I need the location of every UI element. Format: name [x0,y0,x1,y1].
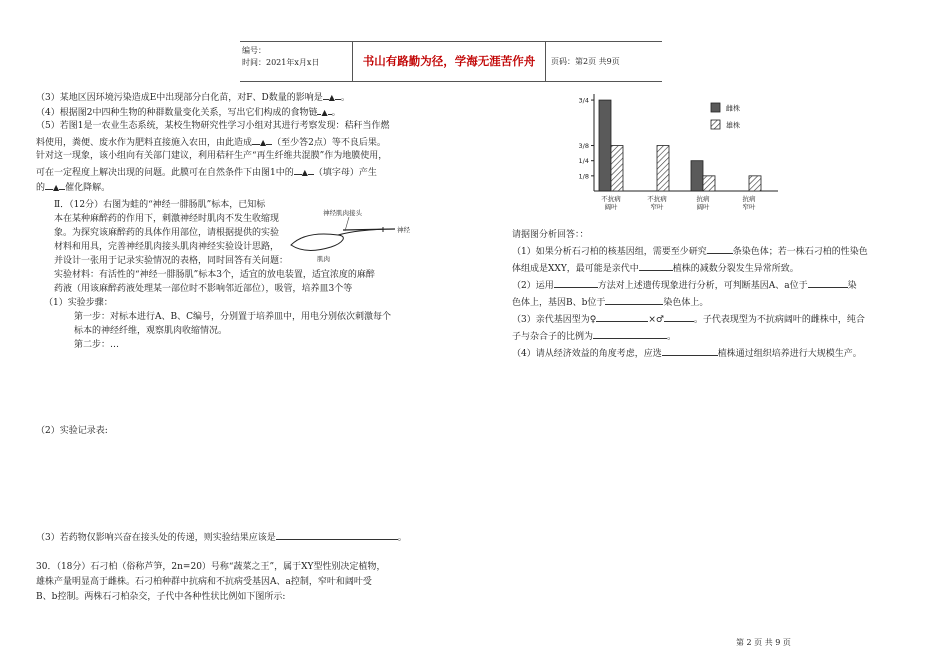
a1-text-1a: （1）如果分析石刁柏的核基因组，需要至少研究 [512,247,707,257]
a2-text-2a: 色体上，基因B、b位于 [512,298,606,308]
triangle-marker: ▲ [301,168,308,177]
nerve-muscle-figure [283,205,418,265]
answer-blank[interactable] [252,135,260,145]
legend-label: 雌株 [726,104,740,113]
legend-swatch [711,103,720,112]
q5-text-2b: （至少答2点）等不良后果。 [272,138,386,148]
part-II-line-1: Ⅱ．（12分）右图为蛙的“神经一腓肠肌”标本，已知标 [54,200,266,210]
x-tick-label: 窄叶 [650,203,664,211]
q5-text-4: 可在一定程度上解决出现的问题。此膜可在自然条件下由图1中的 [36,168,294,178]
answer-blank[interactable] [593,329,667,339]
q3b-line [36,530,407,546]
a2-text-2b: 染色体上。 [663,298,709,308]
footer-page: 第 2 页 共 9 页 [736,638,791,647]
time-label: 时间：2021年x月x日 [242,58,320,67]
bar-female [691,161,703,191]
triangle-marker: ▲ [260,138,267,147]
a3-text-2a: 子与杂合子的比例为 [512,332,594,342]
answer-blank[interactable] [639,261,673,271]
part-II-line-7: 药液（用该麻醉药液处理某一部位时不影响邻近部位），吸管，培养皿3个等 [54,284,353,294]
legend-swatch [711,120,720,129]
part-II-line-6: 实验材料：有活性的“神经一腓肠肌”标本3个，适宜的放电装置，适宜浓度的麻醉 [54,270,375,280]
q5-text-4b: （填字母）产生 [313,168,377,178]
answer-blank[interactable] [808,278,848,288]
a3-line-2 [512,329,676,345]
q5-text-5b: 催化降解。 [65,183,111,193]
right-intro: 请据图分析回答：： [512,230,589,240]
q3-line [36,90,350,106]
a2-text-1b: 方法对上述遗传现象进行分析，可判断基因A、a位于 [597,281,808,291]
chart-legend [711,103,740,130]
a4-text-a: （4）请从经济效益的角度考虑，应选 [512,349,662,359]
x-tick-label: 不抗病 [601,195,621,203]
q4-text: （4）根据图2中四种生物的种群数量变化关系，写出它们构成的食物链 [36,108,318,118]
answer-blank[interactable] [707,244,733,254]
a3-text-1b: ×♂ [648,315,664,325]
x-tick-label: 阔叶 [604,203,618,211]
x-tick-label: 不抗病 [647,195,667,203]
q5-line-5 [36,180,110,196]
step2-line: 第二步：… [74,340,120,350]
a4-text-b: 植株通过组织培养进行大规模生产。 [717,349,862,359]
nerve-line [343,229,395,230]
y-tick-label: 3/8 [578,142,589,151]
chart-bars [599,100,761,191]
q5-line-1: （5）若图1是一农业生态系统，某校生物研究性学习小组对其进行考察发现：秸秆当作燃 [36,121,390,131]
q4-end: 。 [331,108,341,118]
a1-text-1b: 条染色体；若一株石刁柏的性染色 [732,247,868,257]
q30-line-3: B、b控制。两株石刁柏杂交，子代中各种性状比例如下图所示: [36,592,286,602]
q30-line-1: 30．（18分）石刁柏（俗称芦笋，2n=20）号称“蔬菜之王”，属于XY型性别决定植物， [36,562,386,572]
label-nerve: 神经 [397,226,410,234]
bar-male [749,176,761,191]
part-II-line-2: 本在某种麻醉药的作用下，刺激神经时肌肉不发生收缩现 [54,214,280,224]
header-page-label: 页码：第2页 共9页 [551,57,620,66]
step1-line-1: 第一步：对标本进行A、B、C编号，分别置于培养皿中，用电分别依次刺激每个 [74,312,392,322]
q5-line-3: 针对这一现象，该小组向有关部门建议，利用秸秆生产“再生纤维共混膜”作为地膜使用， [36,151,388,161]
a2-line-1 [512,278,857,294]
trait-ratio-chart [568,88,808,220]
record-table-title: （2）实验记录表: [36,426,108,436]
part-II-line-5: 并设计一张用于记录实验情况的表格，同时回答有关问题： [54,256,289,266]
x-tick-label: 抗病 [742,195,756,203]
x-tick-label: 抗病 [696,195,710,203]
a1-text-2a: 体组成是XXY，最可能是亲代中 [512,264,639,274]
label-junction: 神经肌肉接头 [323,209,362,217]
q5-text-5: 的 [36,183,46,193]
chart-x-ticks [601,194,756,211]
a3-line-1 [512,312,865,328]
part-II-line-3: 象。为探究该麻醉药的具体作用部位，请根据提供的实验 [54,228,280,238]
a2-text-1c: 染 [847,281,857,291]
q5-line-2 [36,135,386,151]
q3-end: 。 [340,93,350,103]
junction-pointer [345,217,349,231]
a1-line-1 [512,244,868,260]
y-tick-label: 1/4 [578,157,589,166]
q3b-end: 。 [397,533,407,543]
x-tick-label: 窄叶 [742,203,756,211]
bar-male [657,146,669,191]
chart-y-ticks [579,97,594,181]
q4-line [36,105,341,121]
q3-text: （3）某地区因环境污染造成E中出现部分白化苗，对F、D数量的影响是 [36,93,323,103]
bar-male [703,176,715,191]
x-tick-label: 阔叶 [696,203,710,211]
label-muscle: 肌肉 [317,255,330,263]
answer-blank[interactable] [294,165,302,175]
page-header [240,41,662,82]
q3b-text: （3）若药物仅影响兴奋在接头处的传递，则实验结果应该是 [36,533,276,543]
a3-text-1c: 。子代表现型为不抗病阔叶的雌株中，纯合 [693,315,865,325]
part-II-line-4: 材料和用具，完善神经肌肉接头肌肉神经实验设计思路， [54,242,280,252]
step1-line-2: 标本的神经纤维，观察肌肉收缩情况。 [74,326,228,336]
steps-title: （1）实验步骤： [44,298,113,308]
a3-text-2b: 。 [667,332,677,342]
q30-line-2: 雄株产量明显高于雌株。石刁柏种群中抗病和不抗病受基因A、a控制，窄叶和阔叶受 [36,577,372,587]
a1-line-2 [512,261,799,277]
bar-male [611,146,623,191]
answer-blank[interactable] [276,530,398,540]
header-motto: 书山有路勤为径，学海无涯苦作舟 [353,42,546,81]
a4-line [512,346,862,362]
y-tick-label: 1/8 [578,172,589,181]
triangle-marker: ▲ [328,93,335,102]
answer-blank[interactable] [664,312,694,322]
bar-female [599,100,611,191]
q5-text-2: 料使用，粪便、废水作为肥料直接施入农田，由此造成 [36,138,253,148]
answer-blank[interactable] [605,295,663,305]
serial-label: 编号： [242,46,266,55]
q5-line-4 [36,165,377,181]
triangle-marker: ▲ [53,183,60,192]
a3-text-1a: （3）亲代基因型为♀ [512,315,597,325]
answer-blank[interactable] [596,312,648,322]
legend-label: 雄株 [726,121,740,130]
triangle-marker: ▲ [321,108,328,117]
a2-text-1a: （2）运用 [512,281,554,291]
y-tick-label: 3/4 [578,96,589,105]
answer-blank[interactable] [554,278,598,288]
answer-blank[interactable] [662,346,718,356]
answer-blank[interactable] [45,180,53,190]
header-meta [240,42,353,81]
a2-line-2 [512,295,708,311]
a1-text-2b: 植株的减数分裂发生异常所致。 [672,264,799,274]
muscle-shape [291,234,343,250]
